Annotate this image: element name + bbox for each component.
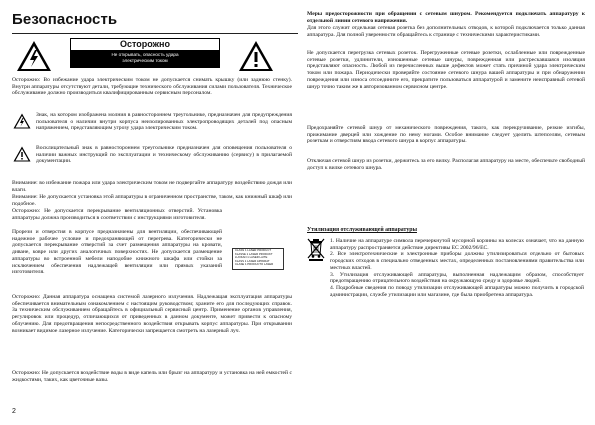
lightning-small-icon xyxy=(13,113,31,129)
disposal-subheading: Утилизация отслуживающей аппаратуры xyxy=(307,227,417,233)
right-paragraph-1: Для этого служит отдельная сетевая розетка без дополнительных отводов, к которой подключается только данная аппаратура. Для полной уверенности обращайтесь к странице с техническими характеристиками. xyxy=(307,25,585,38)
left-paragraph-4: Внимание: во избежание пожара или удара электрическим током не подвергайте аппаратуру воздействию дождя или влаги. xyxy=(12,180,292,193)
exclamation-small-icon xyxy=(13,146,31,162)
left-paragraph-5: Внимание: Не допускается установка этой аппаратуры в ограниченном пространстве, таком, как книжный шкаф или подобное. xyxy=(12,194,292,207)
caution-heading: Осторожно xyxy=(71,39,219,51)
list-item: 4. Подробные сведения по поводу утилизации отслуживающей аппаратуры можно получить в городской администрации, службе утилизации или магазине, где была приобретена аппаратура. xyxy=(330,284,584,298)
lightning-warning-icon xyxy=(16,40,52,72)
list-item: 3. Утилизация отслуживающей аппаратуры, выполненная надлежащим образом, способствует предотвращению отрицательного воздействия на окружающую среду и здоровье людей. xyxy=(330,271,584,285)
left-paragraph-2: Знак, на котором изображена молния в равностороннем треугольнике, предназначен для предупреждения пользователя о наличии внутри корпуса неизолированных электропроводящих деталей под опасным напряжением, представляющим угрозу удара электрическим током. xyxy=(36,112,292,132)
left-paragraph-7: Прорези и отверстия в корпусе предназначены для вентиляции, обеспечивающей надежное рабочее условие и предохраняющей от перегрева. Категорически не допускается перекрывание отверстий за счет размещения аппаратуры на кровати, диване, ковре или других аналогичных поверхностях. Не допускается размещение аппаратуры во встроенной мебели наподобие книжного шкафа или стойки за исключением обеспечения надлежащей вентиляции или прямых указаний изготовителя. xyxy=(12,229,222,276)
left-paragraph-8: Осторожно: Данная аппаратура оснащена системой лазерного излучения. Надлежащая эксплуатация аппаратуры обеспечивается внимательным ознакомлением с настоящим руководством; храните его для последующих справок. За техническим обслуживанием обращайтесь в официальный сервисный центр. Применение органов управления, регулировок или процедур, отличающихся от приведенных в данном документе, может привести к опасному облучению. Для предотвращения непосредственного воздействия открывать корпус аппаратуры. При открывании возникает видимое лазерное излучение. Категорически запрещается смотреть на лазерный луч. xyxy=(12,294,292,334)
disposal-list xyxy=(330,238,584,298)
list-item: 2. Все электротехнические и электронные приборы должны утилизироваться отдельно от бытовых городских отходов в специально отведенных местах, определенных постановлениями правительства или местных властей. xyxy=(330,251,584,271)
left-paragraph-6: Осторожно: Не допускается перекрывание вентиляционных отверстий. Установка аппаратуры должна производиться в соответствии с инструкциями изготовителя. xyxy=(12,208,222,221)
laser-class-label xyxy=(232,248,284,270)
caution-box xyxy=(70,38,220,68)
left-paragraph-1: Осторожно: Во избежание удара электрическим током не допускается снимать крышку (или заднюю стенку). Внутри аппаратуры отсутствуют детали, требующие технического обслуживания силами пользователя. Техническое обслуживание должно производиться квалифицированным сервисным персоналом. xyxy=(12,77,292,97)
laser-label-line3: LUOKAN 1 LASER LAITE xyxy=(235,255,268,260)
caution-body-line2: электрическим током xyxy=(122,58,168,63)
laser-label-line2: KLASSE 1 LASER PRODUKT xyxy=(235,251,273,256)
page-number: 2 xyxy=(12,408,16,415)
right-heading-paragraph: Меры предосторожности при обращении с сетевым шнуром. Рекомендуется подключать аппаратуру к отдельной линии сетевого напряжения. xyxy=(307,11,585,24)
title-rule xyxy=(12,33,298,34)
page-title: Безопасность xyxy=(12,11,118,28)
crossed-bin-icon xyxy=(307,237,325,261)
right-paragraph-2: Не допускается перегрузка сетевых розеток. Перегруженные сетевые розетки, ослабленные или поврежденные сетевые розетки, удлинители, изношенные сетевые шнуры, поврежденная или растрескавшаяся изоляция представляют опасность. Любой из перечисленных выше дефектов может стать причиной удара электрическим током или пожара. Периодически проверяйте состояние сетевого шнура вашей аппаратуры и при обнаружении повреждения или износа отсоедините его, прекратите пользоваться аппаратурой и замените неисправный сетевой шнур точно таким же в авторизованном сервисном центре. xyxy=(307,50,585,90)
left-paragraph-9: Осторожно: Не допускается воздействие воды в виде капель или брызг на аппаратуру и установка на ней емкостей с жидкостями, таких, как цветочные вазы. xyxy=(12,370,292,383)
exclamation-warning-icon xyxy=(238,40,274,72)
caution-body xyxy=(71,51,219,68)
right-paragraph-3: Предохраняйте сетевой шнур от механического повреждения, такого, как перекручивание, резкие изгибы, прижимание дверцей или хождение по нему ногами. Особое внимание следует уделить штепселям, сетевым розеткам и отверстиям ввода сетевого шнура в корпус аппаратуры. xyxy=(307,125,585,145)
laser-label-line5: CLASE 1 PRODUCTO LASER xyxy=(235,262,274,267)
laser-label-line1: CLASS 1 LASER PRODUCT xyxy=(235,248,272,252)
laser-label-line4: KLASS 1 LASER APPARAT xyxy=(235,258,270,263)
right-paragraph-4: Отключая сетевой шнур из розетки, держитесь за его вилку. Располагая аппаратуру на месте, обеспечьте свободный доступ к вилке сетевого шнура. xyxy=(307,158,585,171)
list-item: 1. Наличие на аппаратуре символа перечеркнутой мусорной корзины на колесах означает, что на данную аппаратуру распространяется действие директивы ЕС 2002/96/ЕС. xyxy=(330,238,584,251)
caution-body-line1: Не открывать, опасность удара xyxy=(111,52,179,57)
left-paragraph-3: Восклицательный знак в равностороннем треугольнике предназначен для оповещения пользователя о наличии важных инструкций по эксплуатации и техническому обслуживанию (сервису) в прилагаемой документации. xyxy=(36,145,292,165)
